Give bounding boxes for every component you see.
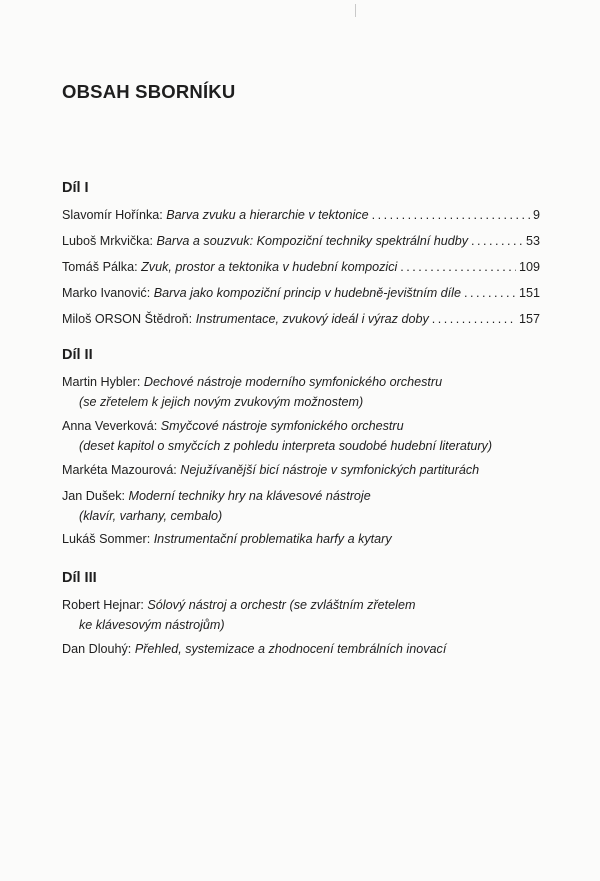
entry-author: Lukáš Sommer: <box>62 532 151 546</box>
scan-mark <box>355 4 356 17</box>
entry-title: Sólový nástroj a orchestr (se zvláštním zřetelem <box>147 598 416 612</box>
entry-author: Slavomír Hořínka: <box>62 208 163 222</box>
entry-title: Barva a souzvuk: Kompoziční techniky spektrální hudby <box>156 234 469 248</box>
entry-title: Nejužívanější bicí nástroje v symfonických partiturách <box>180 463 480 477</box>
toc-entry[interactable] <box>62 372 540 412</box>
entry-author: Robert Hejnar: <box>62 598 144 612</box>
entry-page-number: 157 <box>518 312 540 326</box>
entry-subtitle: (se zřetelem k jejich novým zvukovým možnostem) <box>79 395 364 409</box>
entry-title: Zvuk, prostor a tektonika v hudební kompozici <box>141 260 398 274</box>
entry-subtitle: (deset kapitol o smyčcích z pohledu interpreta soudobé hudební literatury) <box>79 439 493 453</box>
dot-leader <box>464 283 516 303</box>
page-title: OBSAH SBORNÍKU <box>62 81 236 102</box>
dot-leader <box>372 205 530 225</box>
entry-title: Barva jako kompoziční princip v hudebně-jevištním díle <box>153 286 461 300</box>
toc-entry[interactable] <box>62 460 540 480</box>
entry-author: Anna Veverková: <box>62 419 158 433</box>
entry-title: Instrumentační problematika harfy a kytary <box>153 532 392 546</box>
entry-subtitle: (klavír, varhany, cembalo) <box>79 509 223 523</box>
toc-entry[interactable] <box>62 309 540 329</box>
dot-leader <box>400 257 516 277</box>
part-heading: Díl III <box>62 570 97 586</box>
entry-page-number: 9 <box>532 208 540 222</box>
toc-entry[interactable] <box>62 283 540 303</box>
entry-author: Jan Dušek: <box>62 489 125 503</box>
toc-entry[interactable] <box>62 595 540 635</box>
toc-entry[interactable] <box>62 416 540 456</box>
entry-page-number: 109 <box>518 260 540 274</box>
entry-page-number: 151 <box>518 286 540 300</box>
entry-title: Přehled, systemizace a zhodnocení tembrálních inovací <box>134 642 447 656</box>
entry-author: Luboš Mrkvička: <box>62 234 153 248</box>
toc-entry[interactable] <box>62 486 540 526</box>
entry-title: Smyčcové nástroje symfonického orchestru <box>160 419 404 433</box>
entry-author: Martin Hybler: <box>62 375 141 389</box>
entry-author: Miloš ORSON Štědroň: <box>62 312 193 326</box>
toc-entry[interactable] <box>62 205 540 225</box>
entry-title: Dechové nástroje moderního symfonického orchestru <box>143 375 443 389</box>
part-heading: Díl II <box>62 347 93 363</box>
entry-author: Dan Dlouhý: <box>62 642 132 656</box>
toc-entry[interactable] <box>62 257 540 277</box>
part-heading: Díl I <box>62 180 89 196</box>
entry-author: Marko Ivanović: <box>62 286 151 300</box>
entry-author: Tomáš Pálka: <box>62 260 138 274</box>
toc-entry[interactable] <box>62 231 540 251</box>
toc-entry[interactable] <box>62 639 540 659</box>
entry-title: Moderní techniky hry na klávesové nástroje <box>128 489 371 503</box>
entry-subtitle: ke klávesovým nástrojům) <box>79 618 225 632</box>
entry-title: Instrumentace, zvukový ideál i výraz doby <box>195 312 429 326</box>
entry-page-number: 53 <box>525 234 540 248</box>
entry-title: Barva zvuku a hierarchie v tektonice <box>166 208 369 222</box>
toc-entry[interactable] <box>62 529 540 549</box>
dot-leader <box>471 231 523 251</box>
entry-author: Markéta Mazourová: <box>62 463 177 477</box>
dot-leader <box>432 309 516 329</box>
